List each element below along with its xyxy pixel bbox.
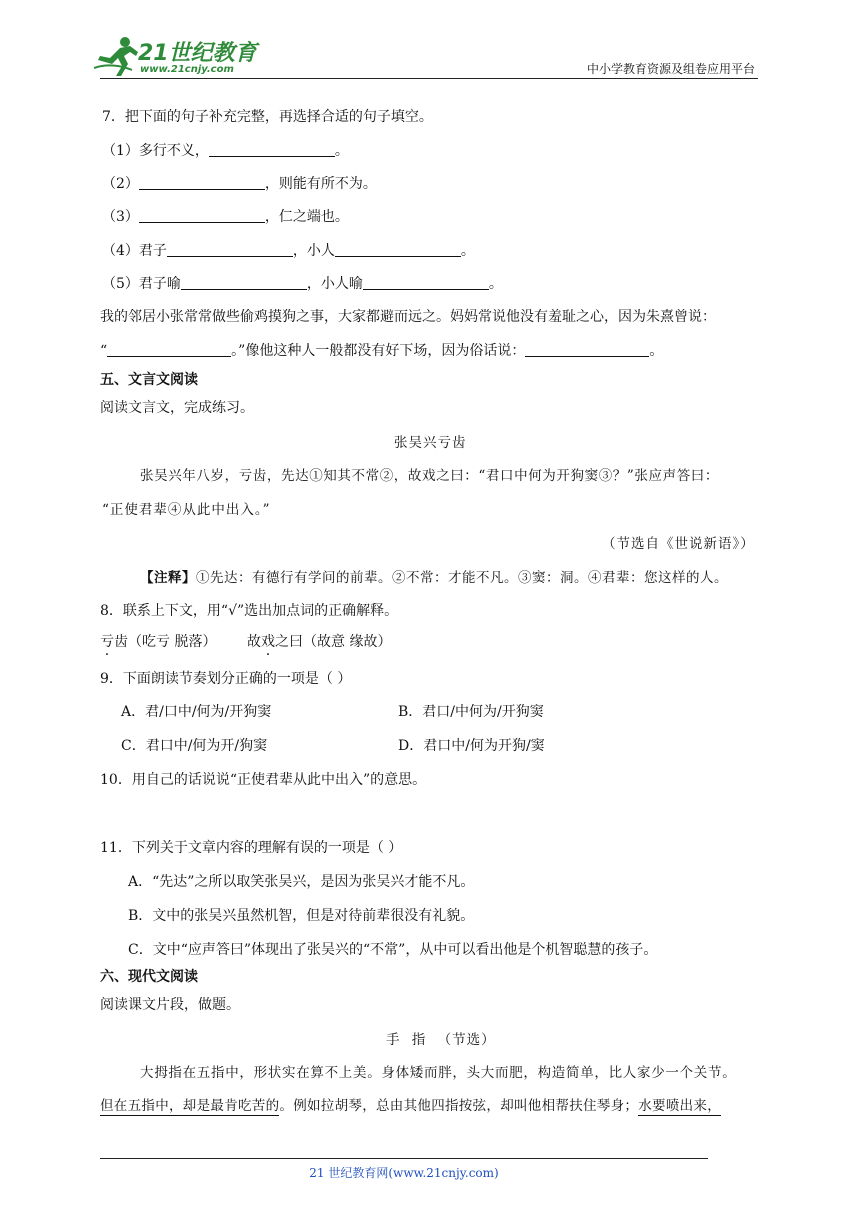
section6-intro: 阅读课文片段，做题。 [100, 997, 240, 1013]
underlined-text: 水要喷出来， [638, 1098, 722, 1114]
logo-title: 21世纪教育 [138, 41, 257, 66]
section6-text-line1: 大拇指在五指中，形状实在算不上美。身体矮而胖，头大而肥，构造简单，比人家少一个关节。 [140, 1065, 737, 1081]
q7-item-1: （1）多行不义， 。 [102, 143, 349, 159]
section6-heading: 六、现代文阅读 [100, 969, 198, 985]
section5-text-line1: 张吴兴年八岁，亏齿，先达①知其不常②，故戏之曰：“君口中何为开狗窦③？”张应声答曰： [140, 468, 720, 484]
q11-option-a[interactable]: A．“先达”之所以取笑张吴兴，是因为张吴兴才能不凡。 [128, 874, 475, 890]
header-right-text: 中小学教育资源及组卷应用平台 [586, 62, 755, 76]
section6-text-line2: 但在五指中，却是最肯吃苦的。例如拉胡琴，总由其他四指按弦，却叫他相帮扶住琴身；水要喷出来， [100, 1098, 722, 1114]
dotted-word: 亏 [100, 634, 114, 650]
section5-source: （节选自《世说新语》） [602, 536, 755, 552]
blank[interactable] [107, 341, 231, 357]
section6-title: 手 指 （节选） [386, 1032, 496, 1048]
blank[interactable] [335, 241, 461, 257]
q10-stem: 10．用自己的话说说“正使君辈从此中出入”的意思。 [100, 772, 427, 788]
blank[interactable] [525, 341, 649, 357]
section5-text-line2: “正使君辈④从此中出入。” [102, 502, 271, 518]
q9-option-c[interactable]: C．君口中/何为开/狗窦 [121, 738, 268, 754]
blank[interactable] [209, 141, 335, 157]
header-rule [100, 78, 758, 79]
q9-option-d[interactable]: D．君口中/何为开狗/窦 [398, 738, 545, 754]
blank[interactable] [181, 274, 307, 290]
section5-title: 张吴兴亏齿 [394, 435, 467, 451]
section5-notes: 【注释】①先达：有德行有学问的前辈。②不常：才能不凡。③窦：洞。④君辈：您这样的人。 [140, 570, 728, 586]
blank[interactable] [363, 274, 489, 290]
site-logo [92, 34, 262, 78]
q7-stem: 7．把下面的句子补充完整，再选择合适的句子填空。 [102, 109, 433, 125]
q9-option-b[interactable]: B．君口/中何为/开狗窦 [398, 704, 544, 720]
q7-paragraph-line2: “ 。”像他这种人一般都没有好下场，因为俗话说： 。 [100, 343, 664, 359]
q8-item-a[interactable]: 亏齿（吃亏 脱落） [100, 634, 217, 650]
q11-stem: 11．下列关于文章内容的理解有误的一项是（ ） [100, 840, 403, 856]
blank[interactable] [139, 207, 265, 223]
dotted-word: 戏 [261, 634, 275, 650]
logo-url: www.21cnjy.com [140, 64, 234, 75]
q11-option-b[interactable]: B．文中的张吴兴虽然机智，但是对待前辈很没有礼貌。 [128, 908, 475, 924]
q7-item-4: （4）君子 ，小人 。 [102, 243, 475, 259]
footer-text[interactable]: 21 世纪教育网(www.21cnjy.com) [309, 1166, 499, 1180]
runner-logo-icon [92, 34, 140, 78]
q9-option-a[interactable]: A．君/口中/何为/开狗窦 [121, 704, 272, 720]
q9-stem: 9．下面朗读节奏划分正确的一项是（ ） [100, 671, 352, 687]
section5-heading: 五、文言文阅读 [100, 372, 198, 388]
blank[interactable] [167, 241, 293, 257]
q7-item-5: （5）君子喻 ，小人喻 。 [102, 276, 503, 292]
q8-stem: 8．联系上下文，用“√”选出加点词的正确解释。 [100, 603, 399, 619]
underlined-text: 但在五指中，却是最肯吃苦的 [100, 1098, 280, 1114]
section5-intro: 阅读文言文，完成练习。 [100, 400, 254, 416]
q11-option-c[interactable]: C．文中“应声答曰”体现出了张吴兴的“不常”，从中可以看出他是个机智聪慧的孩子。 [128, 942, 658, 958]
q7-item-3: （3） ，仁之端也。 [102, 209, 349, 225]
q7-item-2: （2） ，则能有所不为。 [102, 176, 377, 192]
footer-rule [100, 1158, 708, 1159]
q8-item-b[interactable]: 故戏之曰（故意 缘故） [247, 634, 392, 650]
blank[interactable] [139, 174, 265, 190]
q7-paragraph-line1: 我的邻居小张常常做些偷鸡摸狗之事，大家都避而远之。妈妈常说他没有羞耻之心，因为朱熹曾说： [100, 309, 716, 325]
